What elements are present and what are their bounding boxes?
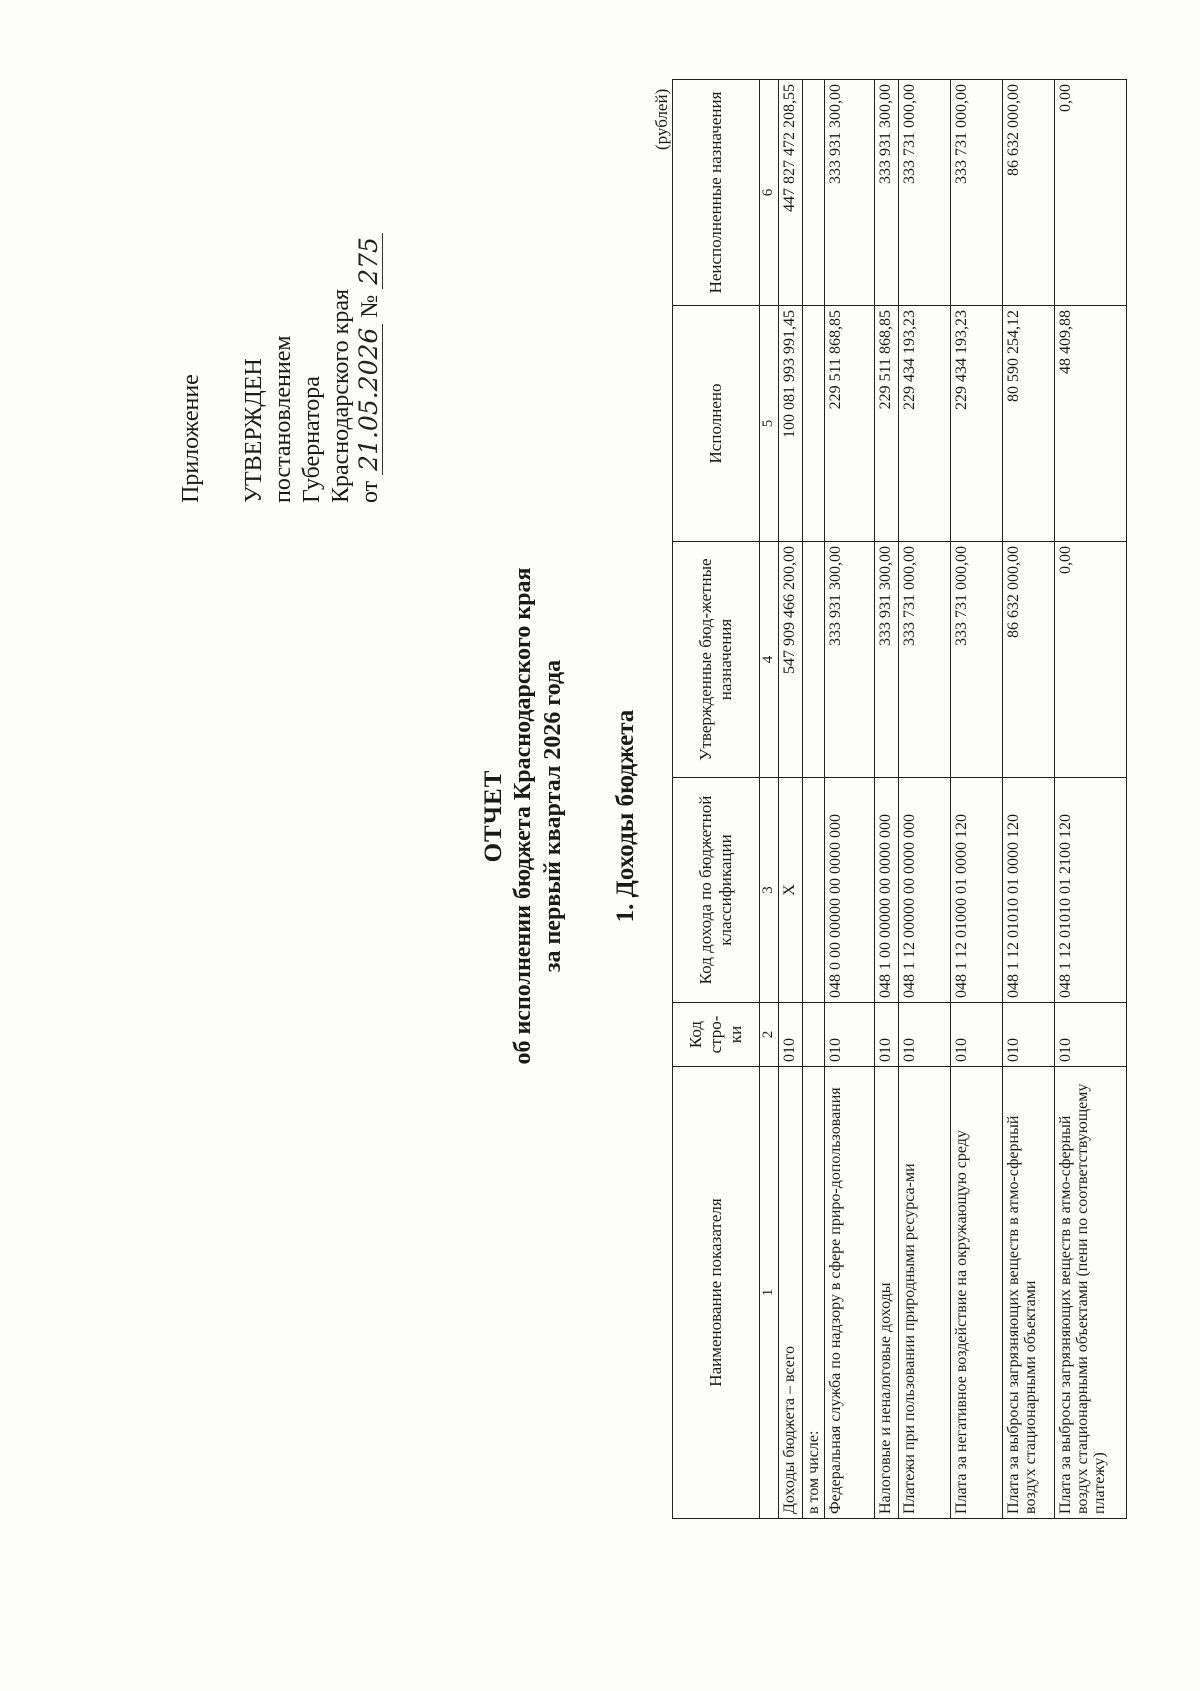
row-approved: 333 731 000,00 xyxy=(951,542,1003,778)
row-unexecuted: 333 931 300,00 xyxy=(875,80,899,306)
row-revenue-code: 048 1 12 01010 01 0000 120 xyxy=(1003,778,1055,1003)
row-unexecuted: 333 931 300,00 xyxy=(825,80,875,306)
column-header: Код дохода по бюджетной классификации xyxy=(673,778,760,1003)
row-revenue-code: 048 0 00 00000 00 0000 000 xyxy=(825,778,875,1003)
row-line-code: 010 xyxy=(899,1003,951,1067)
row-unexecuted: 333 731 000,00 xyxy=(951,80,1003,306)
handwritten-number: 275 xyxy=(356,233,383,289)
row-approved: 333 931 300,00 xyxy=(825,542,875,778)
table-row xyxy=(951,80,1003,1519)
row-executed: 100 081 993 991,45 xyxy=(779,306,803,542)
row-executed: 229 511 868,85 xyxy=(875,306,899,542)
column-number: 3 xyxy=(760,778,779,1003)
row-unexecuted: 86 632 000,00 xyxy=(1003,80,1055,306)
column-header: Неисполненные назначения xyxy=(673,80,760,306)
approval-line: постановлением xyxy=(270,335,296,503)
row-line-code xyxy=(803,1003,825,1067)
row-executed: 48 409,88 xyxy=(1055,306,1127,542)
column-header: Утвержденные бюд-жетные назначения xyxy=(673,542,760,778)
row-name: Плата за негативное воздействие на окружающую среду xyxy=(951,1067,1003,1519)
row-revenue-code: X xyxy=(779,778,803,1003)
table-row xyxy=(803,80,825,1519)
row-executed: 229 434 193,23 xyxy=(899,306,951,542)
unit-note: (рублей) xyxy=(652,88,671,150)
table-row xyxy=(825,80,875,1519)
row-approved: 547 909 466 200,00 xyxy=(779,542,803,778)
handwritten-date: 21.05.2026 xyxy=(356,324,383,475)
column-header: Исполнено xyxy=(673,306,760,542)
date-prefix: от xyxy=(357,480,383,503)
row-name: Налоговые и неналоговые доходы xyxy=(875,1067,899,1519)
row-executed xyxy=(803,306,825,542)
row-line-code: 010 xyxy=(951,1003,1003,1067)
title-line-2: об исполнении бюджета Краснодарского края xyxy=(510,567,536,1065)
row-approved xyxy=(803,542,825,778)
row-line-code: 010 xyxy=(1055,1003,1127,1067)
approval-date-line xyxy=(356,233,385,503)
row-line-code: 010 xyxy=(875,1003,899,1067)
column-number-row xyxy=(760,80,779,1519)
row-name: Плата за выбросы загрязняющих веществ в атмо-сферный воздух стационарными объектами (пени по соответствующему платежу) xyxy=(1055,1067,1127,1519)
approval-line: Краснодарского края xyxy=(328,288,354,503)
column-number: 4 xyxy=(760,542,779,778)
column-number: 6 xyxy=(760,80,779,306)
revenue-table xyxy=(672,79,1127,1519)
row-revenue-code: 048 1 00 00000 00 0000 000 xyxy=(875,778,899,1003)
row-revenue-code: 048 1 12 01000 01 0000 120 xyxy=(951,778,1003,1003)
column-number: 5 xyxy=(760,306,779,542)
appendix-label: Приложение xyxy=(178,374,204,503)
column-header: Наименование показателя xyxy=(673,1067,760,1519)
column-number: 1 xyxy=(760,1067,779,1519)
table-header-row xyxy=(673,80,760,1519)
row-approved: 333 931 300,00 xyxy=(875,542,899,778)
title-line-3: за первый квартал 2026 года xyxy=(540,659,566,973)
table-row xyxy=(779,80,803,1519)
row-unexecuted: 333 731 000,00 xyxy=(899,80,951,306)
title-line-1: ОТЧЕТ xyxy=(480,769,507,863)
row-approved: 0,00 xyxy=(1055,542,1127,778)
row-revenue-code: 048 1 12 00000 00 0000 000 xyxy=(899,778,951,1003)
table-row xyxy=(899,80,951,1519)
row-name: Плата за выбросы загрязняющих веществ в атмо-сферный воздух стационарными объектами xyxy=(1003,1067,1055,1519)
number-prefix: № xyxy=(357,294,383,318)
row-name: в том числе: xyxy=(803,1067,825,1519)
approval-block xyxy=(240,233,385,503)
row-name: Доходы бюджета – всего xyxy=(779,1067,803,1519)
row-approved: 86 632 000,00 xyxy=(1003,542,1055,778)
row-executed: 229 511 868,85 xyxy=(825,306,875,542)
approval-line: УТВЕРЖДЕН xyxy=(241,358,267,503)
table-row xyxy=(875,80,899,1519)
row-line-code: 010 xyxy=(825,1003,875,1067)
row-approved: 333 731 000,00 xyxy=(899,542,951,778)
row-name: Федеральная служба по надзору в сфере приро-допользования xyxy=(825,1067,875,1519)
table-row xyxy=(1003,80,1055,1519)
row-unexecuted xyxy=(803,80,825,306)
row-executed: 229 434 193,23 xyxy=(951,306,1003,542)
table-row xyxy=(1055,80,1127,1519)
row-unexecuted: 0,00 xyxy=(1055,80,1127,306)
section-title: 1. Доходы бюджета xyxy=(612,709,639,923)
row-revenue-code: 048 1 12 01010 01 2100 120 xyxy=(1055,778,1127,1003)
row-executed: 80 590 254,12 xyxy=(1003,306,1055,542)
approval-line: Губернатора xyxy=(299,376,325,503)
row-line-code: 010 xyxy=(779,1003,803,1067)
report-title xyxy=(480,341,568,1291)
row-revenue-code xyxy=(803,778,825,1003)
column-number: 2 xyxy=(760,1003,779,1067)
row-unexecuted: 447 827 472 208,55 xyxy=(779,80,803,306)
row-line-code: 010 xyxy=(1003,1003,1055,1067)
row-name: Платежи при пользовании природными ресурса-ми xyxy=(899,1067,951,1519)
column-header: Код стро-ки xyxy=(673,1003,760,1067)
